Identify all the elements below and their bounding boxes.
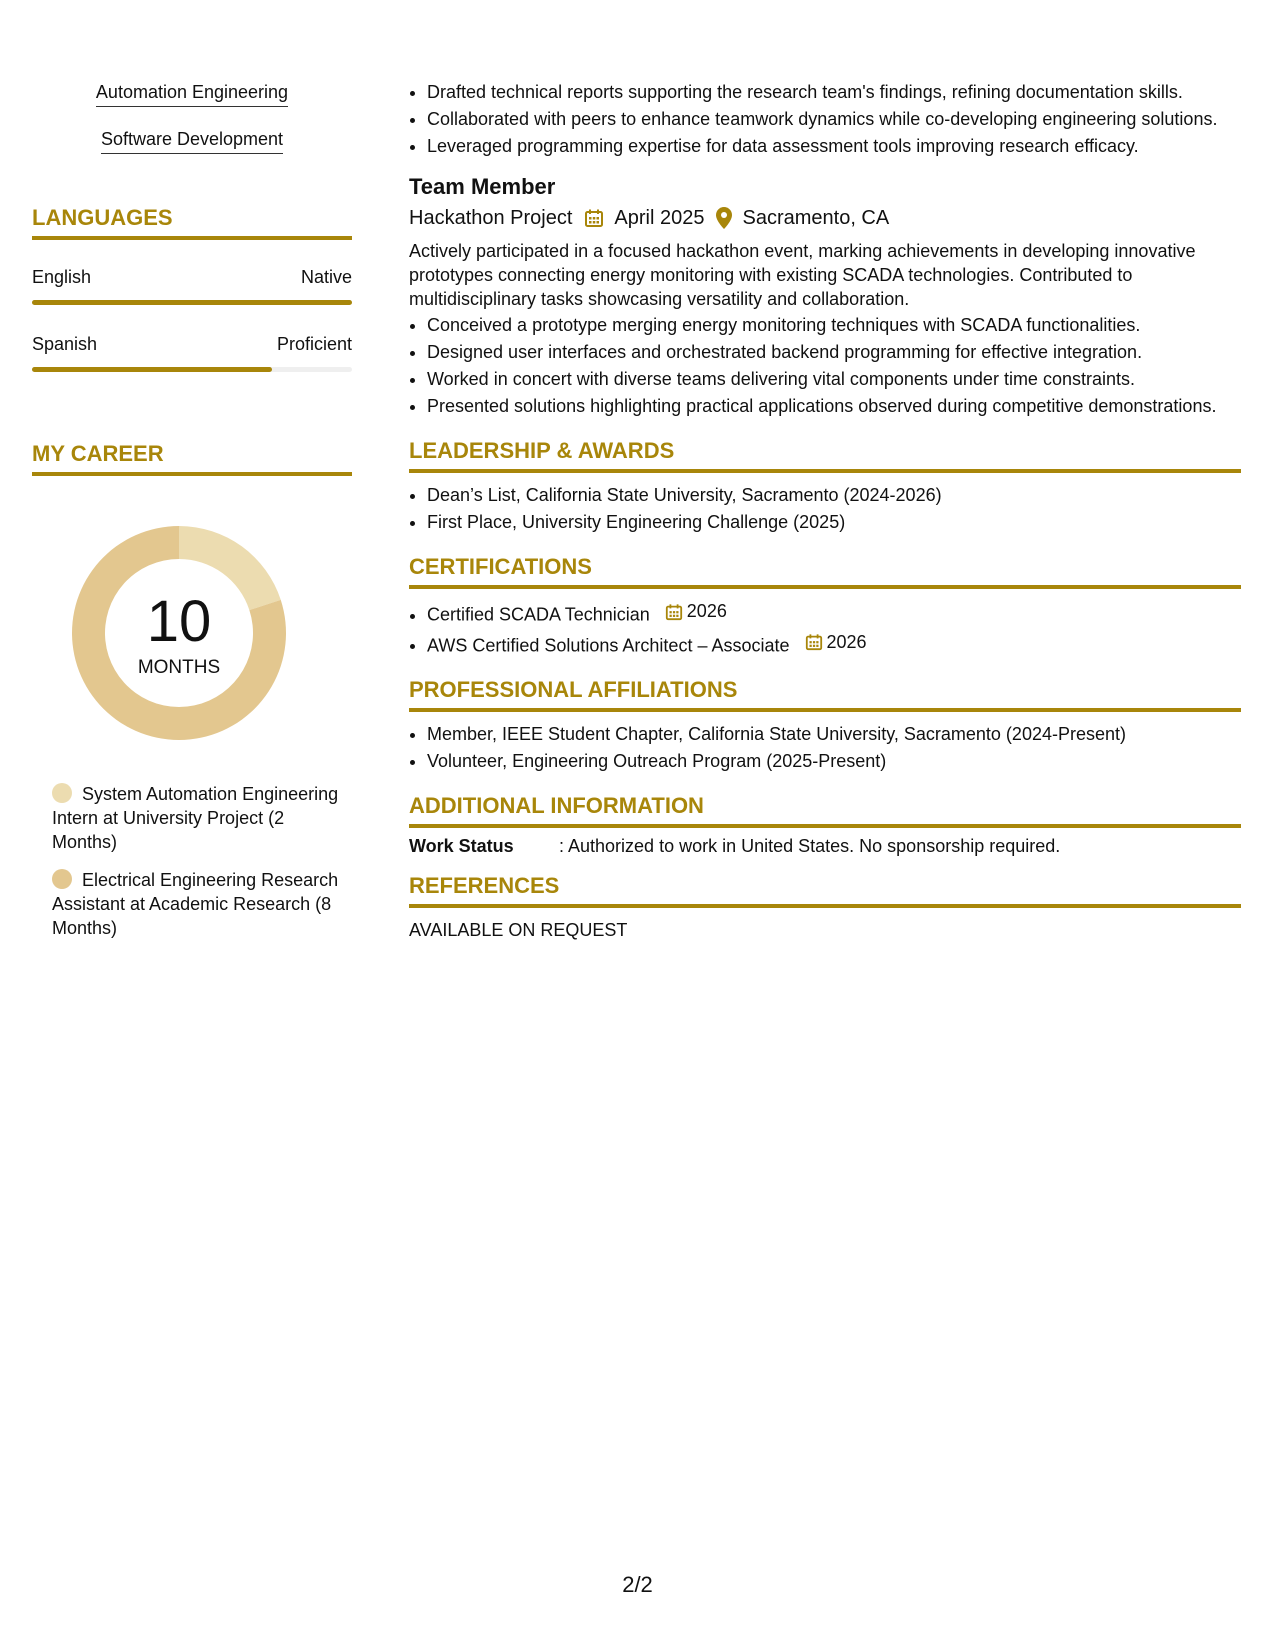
list-item: • Conceived a prototype merging energy monitoring techniques with SCADA functionalities. [427,313,1241,338]
certification-name: AWS Certified Solutions Architect – Associate [427,635,790,655]
main-content [409,80,1241,942]
language-bar [32,300,352,305]
list-item: • Presented solutions highlighting practical applications observed during competitive demonstrations. [427,394,1241,419]
sidebar [32,80,352,940]
career-label: Electrical Engineering Research Assistant at Academic Research (8 Months) [52,870,339,938]
job-meta [409,205,1241,231]
skill-tag: Software Development [101,127,283,154]
job-summary: Actively participated in a focused hackathon event, marking achievements in developing innovative prototypes connecting energy monitoring with existing SCADA technologies. Contributed to multidisciplinary tasks showcasing versatility and collaboration. [409,241,1196,309]
location-pin-icon [716,207,732,229]
list-item: • Dean’s List, California State University, Sacramento (2024-2026) [427,483,1241,508]
work-status-label: Work Status [409,836,514,856]
calendar-icon [805,633,823,651]
career-total: 10 [146,589,212,654]
career-label: System Automation Engineering Intern at University Project (2 Months) [52,784,339,852]
certification-year: 2026 [826,631,867,652]
calendar-icon [584,208,604,228]
career-unit: MONTHS [137,657,221,678]
list-item: • Volunteer, Engineering Outreach Program (2025-Present) [427,749,1241,774]
legend-dot [52,783,72,803]
list-item: • Member, IEEE Student Chapter, California State University, Sacramento (2024-Present) [427,722,1241,747]
work-status-value: : Authorized to work in United States. No sponsorship required. [559,836,1061,856]
references-heading: REFERENCES [409,872,1241,908]
certification-item [427,630,1241,659]
calendar-icon [665,603,683,621]
career-heading: MY CAREER [32,440,352,476]
career-section [32,440,352,940]
page-number: 2/2 [622,1572,653,1597]
career-legend-item [52,868,342,940]
additional-info-heading: ADDITIONAL INFORMATION [409,792,1241,828]
list-item: • Drafted technical reports supporting the research team's findings, refining documentation skills. [427,80,1241,105]
list-item: • Designed user interfaces and orchestrated backend programming for effective integration. [427,340,1241,365]
certifications-heading: CERTIFICATIONS [409,553,1241,589]
certifications-section [409,553,1241,658]
job-date: April 2025 [614,207,705,229]
language-name: English [32,267,92,287]
previous-job-bullets [409,80,1241,159]
skill-tag: Automation Engineering [96,80,288,107]
language-bar-fill [32,300,352,305]
leadership-section [409,437,1241,535]
affiliations-heading: PROFESSIONAL AFFILIATIONS [409,676,1241,712]
references-text: AVAILABLE ON REQUEST [409,920,628,940]
language-row [32,266,352,288]
certification-year: 2026 [686,601,727,621]
additional-info-section [409,792,1241,858]
list-item: • Worked in concert with diverse teams delivering vital components under time constraints. [427,367,1241,392]
languages-heading: LANGUAGES [32,204,352,240]
certification-name: Certified SCADA Technician [427,604,650,625]
job-bullets [409,313,1241,419]
list-item: • First Place, University Engineering Challenge (2025) [427,510,1241,535]
language-level: Native [300,267,352,287]
language-bar [32,367,352,372]
job-location: Sacramento, CA [742,207,890,229]
references-section [409,872,1241,942]
affiliations-section [409,676,1241,774]
work-status-row [409,834,1241,858]
language-name: Spanish [32,334,98,354]
language-level: Proficient [276,334,352,354]
career-donut-chart [64,518,294,748]
job-company: Hackathon Project [409,207,573,229]
certification-item [427,599,1241,628]
job-title: Team Member [409,174,556,199]
list-item: • Leveraged programming expertise for data assessment tools improving research efficacy. [427,134,1241,159]
career-legend-item [52,782,342,854]
language-row [32,333,352,355]
legend-dot [52,869,72,889]
list-item: • Collaborated with peers to enhance teamwork dynamics while co-developing engineering solutions. [427,107,1241,132]
leadership-heading: LEADERSHIP & AWARDS [409,437,1241,473]
languages-section [32,204,352,372]
language-bar-fill [32,367,272,372]
